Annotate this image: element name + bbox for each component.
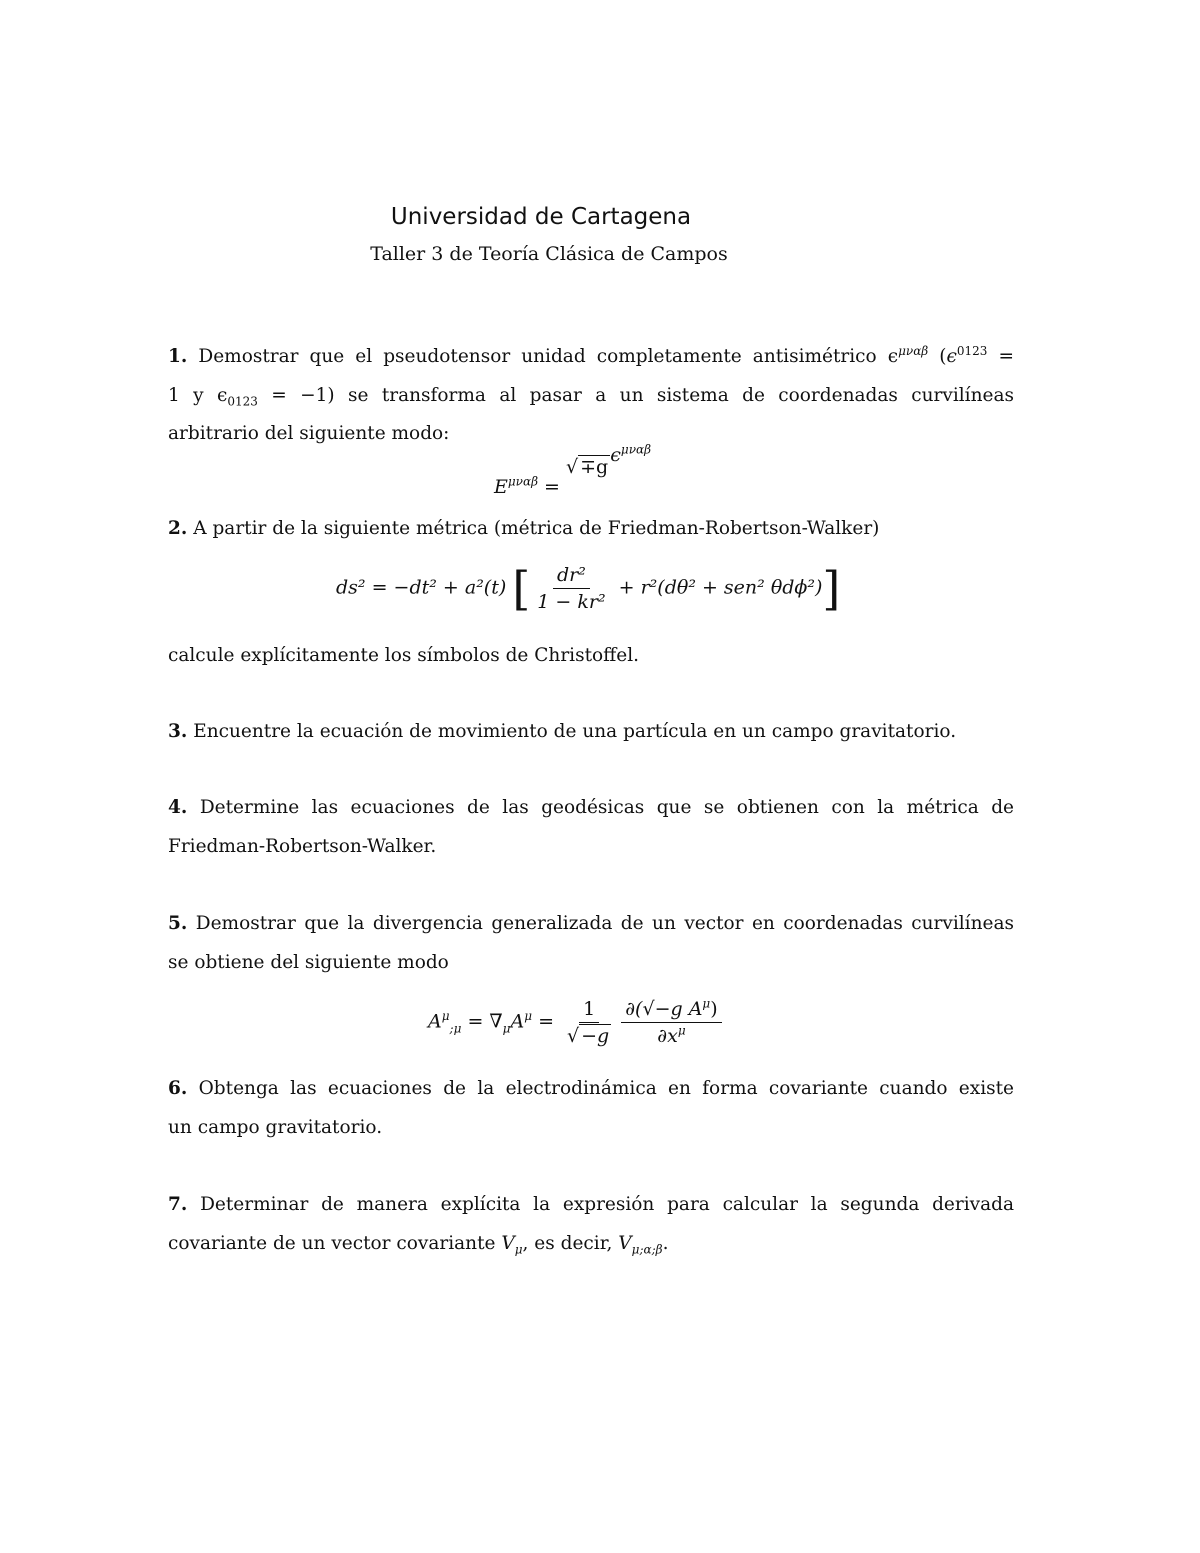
- problem-text: ) se transforma al pasar a un sistema de coordenadas curvilíneas: [327, 384, 1014, 406]
- math-index: ;μ: [449, 1021, 462, 1036]
- math-symbol: A: [510, 1010, 525, 1033]
- math-operator: = ∇: [467, 1010, 503, 1033]
- problem-number: 3.: [168, 721, 188, 742]
- math-radicand: −g: [581, 1025, 610, 1047]
- math-symbol: E: [494, 476, 508, 498]
- problem-number: 1.: [168, 346, 188, 367]
- divergence-equation: $A^\mu_{;\mu} = \nabla_\mu A^\mu$ = $\frac{1}{√ -g}$ $\frac{\partial(√-g A^\mu)}{\partial x^\mu}$: [428, 996, 725, 1049]
- math-index: μναβ: [620, 442, 652, 457]
- document-subtitle: Taller 3 de Teoría Clásica de Campos: [370, 243, 728, 265]
- math-symbol: V: [501, 1232, 515, 1254]
- problem-text: un campo gravitatorio.: [168, 1116, 383, 1138]
- problem-text: 1 y ϵ: [168, 384, 228, 406]
- problem-text: arbitrario del siguiente modo:: [168, 423, 450, 444]
- problem-4: [168, 789, 1014, 866]
- problem-text: Friedman-Robertson-Walker.: [168, 835, 437, 857]
- math-index: 0123: [227, 394, 258, 409]
- math-index: μναβ: [507, 474, 539, 489]
- problem-text: Determine las ecuaciones de las geodésicas que se obtienen con la métrica de: [199, 797, 1014, 818]
- problem-text: Demostrar que la divergencia generalizada de un vector en coordenadas curvilíneas: [195, 913, 1014, 934]
- problem-text: calcule explícitamente los símbolos de Christoffel.: [168, 645, 640, 666]
- institution-title: Universidad de Cartagena: [390, 204, 692, 230]
- problem-text: Determinar de manera explícita la expresión para calcular la segunda derivada: [200, 1194, 1014, 1215]
- math-denominator: 1 − kr²: [537, 591, 606, 613]
- math-index: 0123: [956, 343, 988, 358]
- math-index: μναβ: [898, 343, 929, 358]
- math-index: μ: [702, 996, 711, 1011]
- problem-7: 7. Determinar de manera explícita la expresión para calcular la segunda derivada covariante de un vector covariante $V_\mu$, es decir, $V_{\mu;\alpha;\beta}$.: [168, 1194, 1014, 1257]
- math-radicand: ∓g: [580, 456, 609, 478]
- problem-number: 5.: [168, 913, 188, 934]
- problem-2: [168, 510, 1014, 549]
- math-expression: + r²(dθ² + sen² θdϕ²): [618, 576, 823, 599]
- math-denominator: ∂x: [657, 1025, 678, 1047]
- problem-1-line-1: 1. Demostrar que el pseudotensor unidad completamente antisimétrico $\epsilon^{\mu\nu\alpha\beta}$ ($\epsilon^{0123}$ =: [168, 343, 1014, 367]
- problem-number: 6.: [168, 1078, 188, 1099]
- problem-1-line-2: 1 y $\epsilon_{0123} = -1$) se transforma al pasar a un sistema de coordenadas curvilíneas: [168, 384, 1014, 409]
- math-index: μ: [502, 1021, 511, 1036]
- problem-text: , es decir,: [522, 1232, 613, 1254]
- problem-text: se obtiene del siguiente modo: [168, 951, 449, 973]
- math-numerator: 1: [579, 996, 599, 1023]
- math-index: μ: [524, 1009, 533, 1024]
- math-index: μ: [441, 1009, 450, 1024]
- problem-text: Demostrar que el pseudotensor unidad completamente antisimétrico ϵ: [198, 346, 899, 367]
- problem-text: Obtenga las ecuaciones de la electrodinámica en forma covariante cuando existe: [198, 1078, 1014, 1099]
- problem-number: 7.: [168, 1194, 188, 1215]
- math-index: μ: [677, 1023, 686, 1038]
- math-expression: ds² = −dt² + a²(t): [336, 576, 507, 599]
- math-symbol: V: [618, 1232, 632, 1254]
- problem-text: Encuentre la ecuación de movimiento de una partícula en un campo gravitatorio.: [193, 721, 957, 742]
- problem-1: [168, 338, 1014, 454]
- math-index: μ;α;β: [631, 1242, 663, 1257]
- problem-number: 2.: [168, 518, 188, 539]
- problem-text: covariante de un vector covariante: [168, 1232, 496, 1254]
- problem-2-followup: [168, 637, 1014, 676]
- problem-5: [168, 905, 1014, 982]
- equation-1: $E^{\mu\nu\alpha\beta}$ = √ $\mp g\epsilon^{\mu\nu\alpha\beta}$: [494, 442, 652, 498]
- problem-3: [168, 713, 1014, 752]
- problem-6: [168, 1070, 1014, 1147]
- frw-metric-equation: ds² = −dt² + a²(t) [ $\frac{\text{dr²}}{\text{1 − kr²}}$ + r²(dθ² + sen² θdϕ²)]: [336, 561, 841, 616]
- problem-number: 4.: [168, 797, 188, 818]
- math-numerator: ∂(√−g A: [625, 998, 703, 1020]
- math-index: μ: [514, 1242, 523, 1257]
- math-numerator: dr²: [557, 564, 586, 586]
- math-symbol: A: [428, 1010, 442, 1033]
- math-symbol: ϵ: [610, 444, 621, 466]
- problem-text: A partir de la siguiente métrica (métrica de Friedman-Robertson-Walker): [193, 518, 880, 539]
